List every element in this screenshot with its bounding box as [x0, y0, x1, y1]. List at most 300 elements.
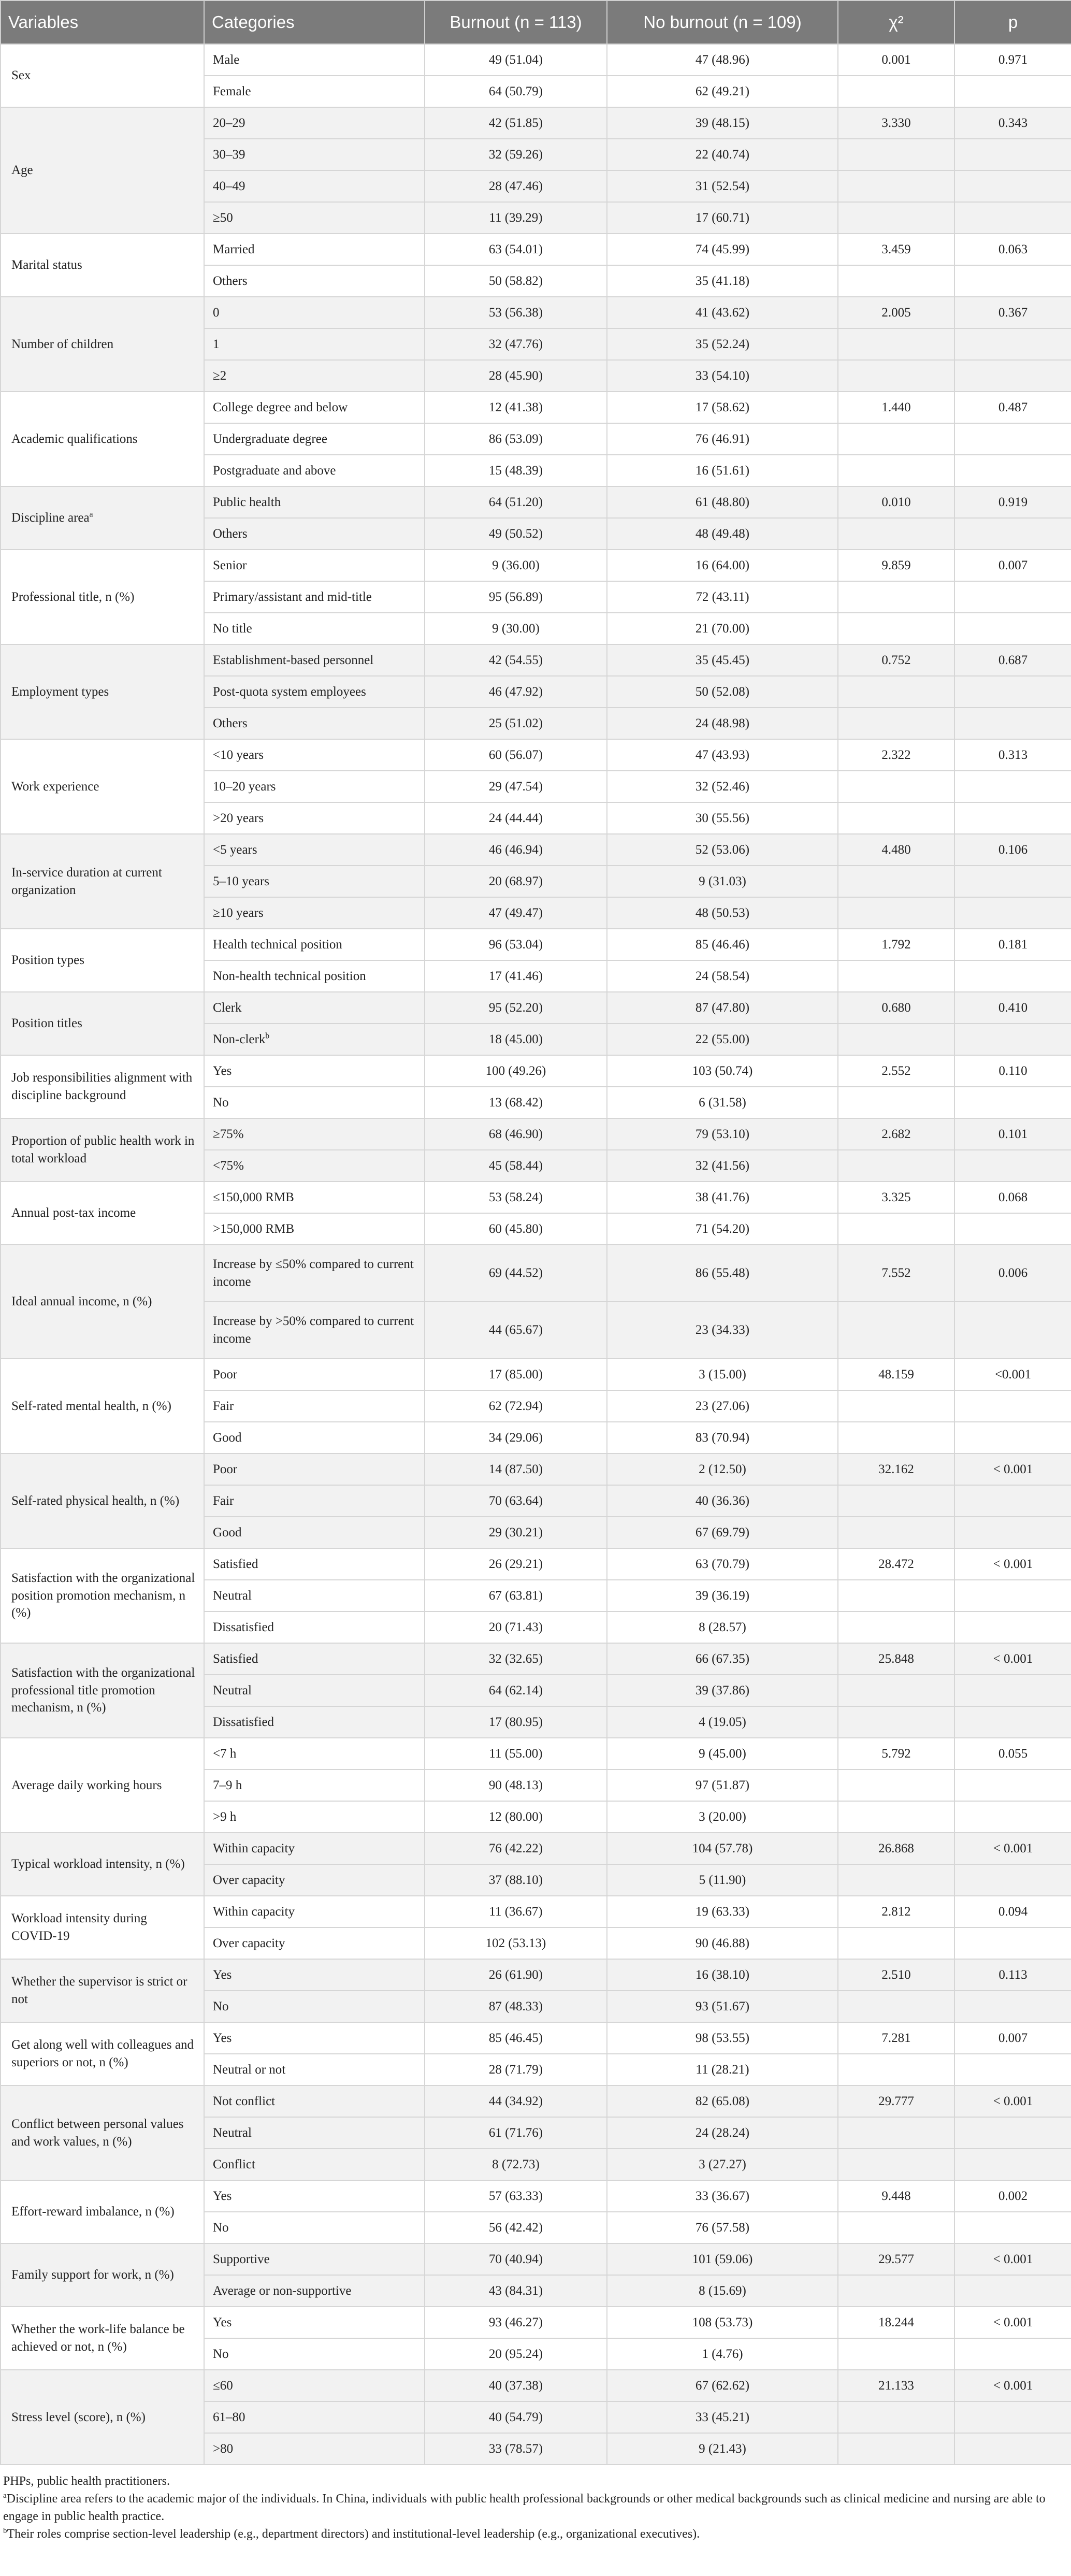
chi-square-cell — [838, 1927, 954, 1959]
category-cell: Undergraduate degree — [204, 423, 425, 455]
no-burnout-cell: 47 (43.93) — [607, 739, 838, 771]
chi-square-cell — [838, 1801, 954, 1833]
p-value-cell: 0.687 — [954, 644, 1071, 676]
p-value-cell: 0.313 — [954, 739, 1071, 771]
table-body — [1, 44, 1071, 2465]
category-cell: Others — [204, 518, 425, 550]
p-value-cell: 0.106 — [954, 834, 1071, 866]
category-cell: >9 h — [204, 1801, 425, 1833]
category-cell: <7 h — [204, 1738, 425, 1769]
table-row — [1, 486, 1071, 518]
table-row — [1, 297, 1071, 328]
p-value-cell — [954, 265, 1071, 297]
burnout-cell: 14 (87.50) — [425, 1454, 607, 1485]
variable-cell: Discipline area$^a$ — [1, 486, 204, 550]
p-value-cell — [954, 1675, 1071, 1706]
category-cell: Yes — [204, 1055, 425, 1087]
no-burnout-cell: 35 (52.24) — [607, 328, 838, 360]
no-burnout-cell: 9 (45.00) — [607, 1738, 838, 1769]
burnout-cell: 61 (71.76) — [425, 2117, 607, 2149]
burnout-cell: 64 (50.79) — [425, 76, 607, 107]
burnout-cell: 40 (54.79) — [425, 2401, 607, 2433]
variable-cell: Typical workload intensity, n (%) — [1, 1833, 204, 1896]
chi-square-cell: 0.680 — [838, 992, 954, 1024]
variable-cell: Satisfaction with the organizational professional title promotion mechanism, n (%) — [1, 1643, 204, 1738]
burnout-cell: 60 (56.07) — [425, 739, 607, 771]
chi-square-cell — [838, 1611, 954, 1643]
category-cell: Satisfied — [204, 1548, 425, 1580]
table-row — [1, 1959, 1071, 1991]
chi-square-cell: 2.322 — [838, 739, 954, 771]
category-cell: Supportive — [204, 2243, 425, 2275]
chi-square-cell — [838, 1087, 954, 1118]
chi-square-cell: 25.848 — [838, 1643, 954, 1675]
no-burnout-cell: 103 (50.74) — [607, 1055, 838, 1087]
burnout-cell: 32 (32.65) — [425, 1643, 607, 1675]
burnout-cell: 47 (49.47) — [425, 897, 607, 929]
category-cell: Average or non-supportive — [204, 2275, 425, 2307]
table-row — [1, 2307, 1071, 2338]
no-burnout-cell: 67 (62.62) — [607, 2370, 838, 2401]
table-row — [1, 2085, 1071, 2117]
burnout-cell: 43 (84.31) — [425, 2275, 607, 2307]
no-burnout-cell: 35 (45.45) — [607, 644, 838, 676]
chi-square-cell — [838, 897, 954, 929]
p-value-cell — [954, 2117, 1071, 2149]
p-value-cell — [954, 2433, 1071, 2465]
no-burnout-cell: 35 (41.18) — [607, 265, 838, 297]
p-value-cell: < 0.001 — [954, 2243, 1071, 2275]
burnout-cell: 95 (56.89) — [425, 581, 607, 613]
no-burnout-cell: 83 (70.94) — [607, 1422, 838, 1454]
category-cell: Not conflict — [204, 2085, 425, 2117]
burnout-cell: 95 (52.20) — [425, 992, 607, 1024]
category-cell: ≥2 — [204, 360, 425, 392]
chi-square-cell — [838, 1390, 954, 1422]
category-cell: 20–29 — [204, 107, 425, 139]
no-burnout-cell: 16 (64.00) — [607, 550, 838, 581]
burnout-cell: 9 (36.00) — [425, 550, 607, 581]
chi-square-cell: 2.552 — [838, 1055, 954, 1087]
header-categories: Categories — [204, 1, 425, 44]
category-cell: No title — [204, 613, 425, 644]
chi-square-cell — [838, 613, 954, 644]
header-burnout: Burnout (n = 113) — [425, 1, 607, 44]
burnout-cell: 11 (36.67) — [425, 1896, 607, 1927]
burnout-cell: 102 (53.13) — [425, 1927, 607, 1959]
chi-square-cell — [838, 1580, 954, 1611]
chi-square-cell — [838, 423, 954, 455]
chi-square-cell — [838, 1991, 954, 2022]
variable-cell: Stress level (score), n (%) — [1, 2370, 204, 2465]
chi-square-cell — [838, 2212, 954, 2243]
p-value-cell — [954, 2054, 1071, 2085]
chi-square-cell — [838, 170, 954, 202]
no-burnout-cell: 79 (53.10) — [607, 1118, 838, 1150]
variable-cell: Position titles — [1, 992, 204, 1055]
burnout-cell: 29 (30.21) — [425, 1517, 607, 1548]
no-burnout-cell: 86 (55.48) — [607, 1245, 838, 1302]
burnout-cell: 70 (40.94) — [425, 2243, 607, 2275]
no-burnout-cell: 48 (50.53) — [607, 897, 838, 929]
p-value-cell — [954, 1927, 1071, 1959]
chi-square-cell — [838, 708, 954, 739]
variable-cell: Position types — [1, 929, 204, 992]
chi-square-cell — [838, 1485, 954, 1517]
no-burnout-cell: 22 (55.00) — [607, 1024, 838, 1055]
no-burnout-cell: 82 (65.08) — [607, 2085, 838, 2117]
no-burnout-cell: 3 (15.00) — [607, 1359, 838, 1390]
chi-square-cell: 29.777 — [838, 2085, 954, 2117]
variable-cell: Proportion of public health work in total workload — [1, 1118, 204, 1182]
p-value-cell: 0.007 — [954, 550, 1071, 581]
p-value-cell — [954, 2401, 1071, 2433]
chi-square-cell — [838, 2401, 954, 2433]
burnout-cell: 96 (53.04) — [425, 929, 607, 960]
burnout-cell: 57 (63.33) — [425, 2180, 607, 2212]
no-burnout-cell: 63 (70.79) — [607, 1548, 838, 1580]
chi-square-cell — [838, 202, 954, 234]
table-row — [1, 234, 1071, 265]
no-burnout-cell: 17 (60.71) — [607, 202, 838, 234]
chi-square-cell: 21.133 — [838, 2370, 954, 2401]
burnout-cell: 64 (62.14) — [425, 1675, 607, 1706]
chi-square-cell: 2.510 — [838, 1959, 954, 1991]
burnout-cell: 90 (48.13) — [425, 1769, 607, 1801]
category-cell: College degree and below — [204, 392, 425, 423]
burnout-cell: 50 (58.82) — [425, 265, 607, 297]
chi-square-cell: 3.325 — [838, 1182, 954, 1213]
no-burnout-cell: 76 (46.91) — [607, 423, 838, 455]
chi-square-cell: 1.792 — [838, 929, 954, 960]
p-value-cell: 0.181 — [954, 929, 1071, 960]
no-burnout-cell: 21 (70.00) — [607, 613, 838, 644]
burnout-cell: 63 (54.01) — [425, 234, 607, 265]
p-value-cell — [954, 518, 1071, 550]
p-value-cell — [954, 960, 1071, 992]
burnout-cell: 20 (71.43) — [425, 1611, 607, 1643]
category-cell: Non-clerk$^b$ — [204, 1024, 425, 1055]
burnout-cell: 13 (68.42) — [425, 1087, 607, 1118]
p-value-cell — [954, 1580, 1071, 1611]
no-burnout-cell: 5 (11.90) — [607, 1864, 838, 1896]
p-value-cell: 0.007 — [954, 2022, 1071, 2054]
burnout-cell: 64 (51.20) — [425, 486, 607, 518]
burnout-cell: 56 (42.42) — [425, 2212, 607, 2243]
p-value-cell — [954, 1302, 1071, 1359]
variable-cell: Family support for work, n (%) — [1, 2243, 204, 2307]
p-value-cell — [954, 2275, 1071, 2307]
chi-square-cell — [838, 581, 954, 613]
chi-square-cell: 3.330 — [838, 107, 954, 139]
chi-square-cell: 3.459 — [838, 234, 954, 265]
burnout-cell: 15 (48.39) — [425, 455, 607, 486]
no-burnout-cell: 76 (57.58) — [607, 2212, 838, 2243]
category-cell: 61–80 — [204, 2401, 425, 2433]
no-burnout-cell: 24 (28.24) — [607, 2117, 838, 2149]
p-value-cell: <0.001 — [954, 1359, 1071, 1390]
p-value-cell: 0.055 — [954, 1738, 1071, 1769]
burnout-cell: 42 (51.85) — [425, 107, 607, 139]
chi-square-cell — [838, 1150, 954, 1182]
chi-square-cell: 0.001 — [838, 44, 954, 76]
burnout-cell: 24 (44.44) — [425, 802, 607, 834]
category-cell: 30–39 — [204, 139, 425, 170]
burnout-cell: 17 (85.00) — [425, 1359, 607, 1390]
p-value-cell — [954, 170, 1071, 202]
p-value-cell — [954, 613, 1071, 644]
chi-square-cell — [838, 2275, 954, 2307]
variable-cell: Employment types — [1, 644, 204, 739]
chi-square-cell — [838, 1769, 954, 1801]
chi-square-cell — [838, 1864, 954, 1896]
variable-cell: Academic qualifications — [1, 392, 204, 486]
chi-square-cell — [838, 2338, 954, 2370]
no-burnout-cell: 48 (49.48) — [607, 518, 838, 550]
chi-square-cell — [838, 265, 954, 297]
category-cell: No — [204, 1991, 425, 2022]
header-p-value: p — [954, 1, 1071, 44]
no-burnout-cell: 52 (53.06) — [607, 834, 838, 866]
burnout-cell: 85 (46.45) — [425, 2022, 607, 2054]
table-row — [1, 1055, 1071, 1087]
p-value-cell: 0.002 — [954, 2180, 1071, 2212]
no-burnout-cell: 8 (28.57) — [607, 1611, 838, 1643]
variable-cell: Conflict between personal values and work values, n (%) — [1, 2085, 204, 2180]
chi-square-cell: 0.010 — [838, 486, 954, 518]
no-burnout-cell: 24 (58.54) — [607, 960, 838, 992]
table-footnotes — [0, 2465, 1071, 2543]
burnout-cell: 87 (48.33) — [425, 1991, 607, 2022]
chi-square-cell: 1.440 — [838, 392, 954, 423]
burnout-cell: 67 (63.81) — [425, 1580, 607, 1611]
category-cell: >20 years — [204, 802, 425, 834]
burnout-cell: 44 (65.67) — [425, 1302, 607, 1359]
category-cell: <5 years — [204, 834, 425, 866]
chi-square-cell — [838, 360, 954, 392]
no-burnout-cell: 32 (41.56) — [607, 1150, 838, 1182]
no-burnout-cell: 22 (40.74) — [607, 139, 838, 170]
no-burnout-cell: 104 (57.78) — [607, 1833, 838, 1864]
chi-square-cell: 7.281 — [838, 2022, 954, 2054]
category-cell: Married — [204, 234, 425, 265]
chi-square-cell: 29.577 — [838, 2243, 954, 2275]
no-burnout-cell: 3 (20.00) — [607, 1801, 838, 1833]
no-burnout-cell: 33 (45.21) — [607, 2401, 838, 2433]
category-cell: Senior — [204, 550, 425, 581]
footnote-abbreviation: PHPs, public health practitioners. — [3, 2474, 170, 2488]
chi-square-cell: 26.868 — [838, 1833, 954, 1864]
p-value-cell: 0.367 — [954, 297, 1071, 328]
burnout-cell: 32 (47.76) — [425, 328, 607, 360]
table-row — [1, 1833, 1071, 1864]
no-burnout-cell: 1 (4.76) — [607, 2338, 838, 2370]
category-cell: Fair — [204, 1390, 425, 1422]
category-cell: >80 — [204, 2433, 425, 2465]
chi-square-cell — [838, 2149, 954, 2180]
burnout-cell: 26 (61.90) — [425, 1959, 607, 1991]
burnout-cell: 93 (46.27) — [425, 2307, 607, 2338]
chi-square-cell: 9.859 — [838, 550, 954, 581]
no-burnout-cell: 40 (36.36) — [607, 1485, 838, 1517]
variable-cell: Number of children — [1, 297, 204, 392]
p-value-cell — [954, 1864, 1071, 1896]
footnote-b: $^b$Their roles comprise section-level leadership (e.g., department directors) and institutional-level leadership (e.g., organizational executives). — [3, 2527, 700, 2541]
category-cell: Over capacity — [204, 1864, 425, 1896]
p-value-cell — [954, 1611, 1071, 1643]
p-value-cell: 0.410 — [954, 992, 1071, 1024]
no-burnout-cell: 85 (46.46) — [607, 929, 838, 960]
no-burnout-cell: 33 (54.10) — [607, 360, 838, 392]
burnout-cell: 29 (47.54) — [425, 771, 607, 802]
category-cell: ≥10 years — [204, 897, 425, 929]
burnout-cell: 76 (42.22) — [425, 1833, 607, 1864]
burnout-cell: 45 (58.44) — [425, 1150, 607, 1182]
category-cell: No — [204, 2338, 425, 2370]
burnout-cell: 32 (59.26) — [425, 139, 607, 170]
burnout-cell: 8 (72.73) — [425, 2149, 607, 2180]
variable-cell: Work experience — [1, 739, 204, 834]
variable-cell: Job responsibilities alignment with discipline background — [1, 1055, 204, 1118]
p-value-cell: 0.063 — [954, 234, 1071, 265]
no-burnout-cell: 90 (46.88) — [607, 1927, 838, 1959]
no-burnout-cell: 47 (48.96) — [607, 44, 838, 76]
burnout-cell: 33 (78.57) — [425, 2433, 607, 2465]
no-burnout-cell: 50 (52.08) — [607, 676, 838, 708]
no-burnout-cell: 8 (15.69) — [607, 2275, 838, 2307]
category-cell: Within capacity — [204, 1896, 425, 1927]
burnout-cell: 28 (47.46) — [425, 170, 607, 202]
p-value-cell — [954, 1991, 1071, 2022]
burnout-cell: 42 (54.55) — [425, 644, 607, 676]
chi-square-cell: 2.005 — [838, 297, 954, 328]
table-row — [1, 2243, 1071, 2275]
category-cell: 10–20 years — [204, 771, 425, 802]
p-value-cell: 0.094 — [954, 1896, 1071, 1927]
no-burnout-cell: 32 (52.46) — [607, 771, 838, 802]
chi-square-cell: 2.812 — [838, 1896, 954, 1927]
variable-cell: Whether the work-life balance be achieved or not, n (%) — [1, 2307, 204, 2370]
p-value-cell — [954, 360, 1071, 392]
no-burnout-cell: 72 (43.11) — [607, 581, 838, 613]
category-cell: <10 years — [204, 739, 425, 771]
no-burnout-cell: 97 (51.87) — [607, 1769, 838, 1801]
chi-square-cell: 2.682 — [838, 1118, 954, 1150]
category-cell: Neutral or not — [204, 2054, 425, 2085]
p-value-cell — [954, 202, 1071, 234]
p-value-cell: 0.113 — [954, 1959, 1071, 1991]
chi-square-cell: 32.162 — [838, 1454, 954, 1485]
p-value-cell: < 0.001 — [954, 1454, 1071, 1485]
p-value-cell — [954, 139, 1071, 170]
variable-cell: Effort-reward imbalance, n (%) — [1, 2180, 204, 2243]
burnout-cell: 60 (45.80) — [425, 1213, 607, 1245]
p-value-cell — [954, 1769, 1071, 1801]
chi-square-cell — [838, 1517, 954, 1548]
category-cell: Over capacity — [204, 1927, 425, 1959]
category-cell: Female — [204, 76, 425, 107]
no-burnout-cell: 93 (51.67) — [607, 1991, 838, 2022]
chi-square-cell — [838, 1675, 954, 1706]
category-cell: Non-health technical position — [204, 960, 425, 992]
no-burnout-cell: 23 (27.06) — [607, 1390, 838, 1422]
category-cell: ≥75% — [204, 1118, 425, 1150]
category-cell: Establishment-based personnel — [204, 644, 425, 676]
chi-square-cell: 5.792 — [838, 1738, 954, 1769]
p-value-cell — [954, 76, 1071, 107]
no-burnout-cell: 33 (36.67) — [607, 2180, 838, 2212]
no-burnout-cell: 39 (48.15) — [607, 107, 838, 139]
chi-square-cell — [838, 802, 954, 834]
category-cell: >150,000 RMB — [204, 1213, 425, 1245]
category-cell: ≤150,000 RMB — [204, 1182, 425, 1213]
burnout-cell: 44 (34.92) — [425, 2085, 607, 2117]
p-value-cell: 0.110 — [954, 1055, 1071, 1087]
burnout-cell: 69 (44.52) — [425, 1245, 607, 1302]
p-value-cell — [954, 802, 1071, 834]
p-value-cell — [954, 1390, 1071, 1422]
category-cell: Neutral — [204, 1580, 425, 1611]
table-row — [1, 1454, 1071, 1485]
category-cell: Good — [204, 1422, 425, 1454]
header-no-burnout: No burnout (n = 109) — [607, 1, 838, 44]
category-cell: Male — [204, 44, 425, 76]
burnout-cell: 70 (63.64) — [425, 1485, 607, 1517]
chi-square-cell — [838, 2117, 954, 2149]
p-value-cell — [954, 1150, 1071, 1182]
category-cell: Increase by ≤50% compared to current income — [204, 1245, 425, 1302]
category-cell: Dissatisfied — [204, 1706, 425, 1738]
header-variables: Variables — [1, 1, 204, 44]
chi-square-cell — [838, 1302, 954, 1359]
variable-cell: Self-rated physical health, n (%) — [1, 1454, 204, 1548]
p-value-cell — [954, 897, 1071, 929]
p-value-cell: < 0.001 — [954, 1833, 1071, 1864]
no-burnout-cell: 23 (34.33) — [607, 1302, 838, 1359]
no-burnout-cell: 31 (52.54) — [607, 170, 838, 202]
p-value-cell: 0.487 — [954, 392, 1071, 423]
category-cell: Increase by >50% compared to current income — [204, 1302, 425, 1359]
chi-square-cell — [838, 676, 954, 708]
chi-square-cell: 9.448 — [838, 2180, 954, 2212]
no-burnout-cell: 24 (48.98) — [607, 708, 838, 739]
category-cell: Post-quota system employees — [204, 676, 425, 708]
p-value-cell — [954, 2149, 1071, 2180]
variable-cell: Age — [1, 107, 204, 234]
no-burnout-cell: 6 (31.58) — [607, 1087, 838, 1118]
no-burnout-cell: 2 (12.50) — [607, 1454, 838, 1485]
table-row — [1, 2180, 1071, 2212]
chi-square-cell — [838, 328, 954, 360]
burnout-cell: 46 (47.92) — [425, 676, 607, 708]
chi-square-cell — [838, 1024, 954, 1055]
category-cell: Neutral — [204, 1675, 425, 1706]
chi-square-cell — [838, 455, 954, 486]
variable-cell: Professional title, n (%) — [1, 550, 204, 644]
chi-square-cell: 28.472 — [838, 1548, 954, 1580]
p-value-cell: 0.343 — [954, 107, 1071, 139]
no-burnout-cell: 38 (41.76) — [607, 1182, 838, 1213]
category-cell: Health technical position — [204, 929, 425, 960]
table-row — [1, 644, 1071, 676]
chi-square-cell — [838, 866, 954, 897]
table-row — [1, 739, 1071, 771]
p-value-cell: < 0.001 — [954, 2370, 1071, 2401]
table-row — [1, 1359, 1071, 1390]
no-burnout-cell: 30 (55.56) — [607, 802, 838, 834]
category-cell: Yes — [204, 1959, 425, 1991]
p-value-cell — [954, 1024, 1071, 1055]
